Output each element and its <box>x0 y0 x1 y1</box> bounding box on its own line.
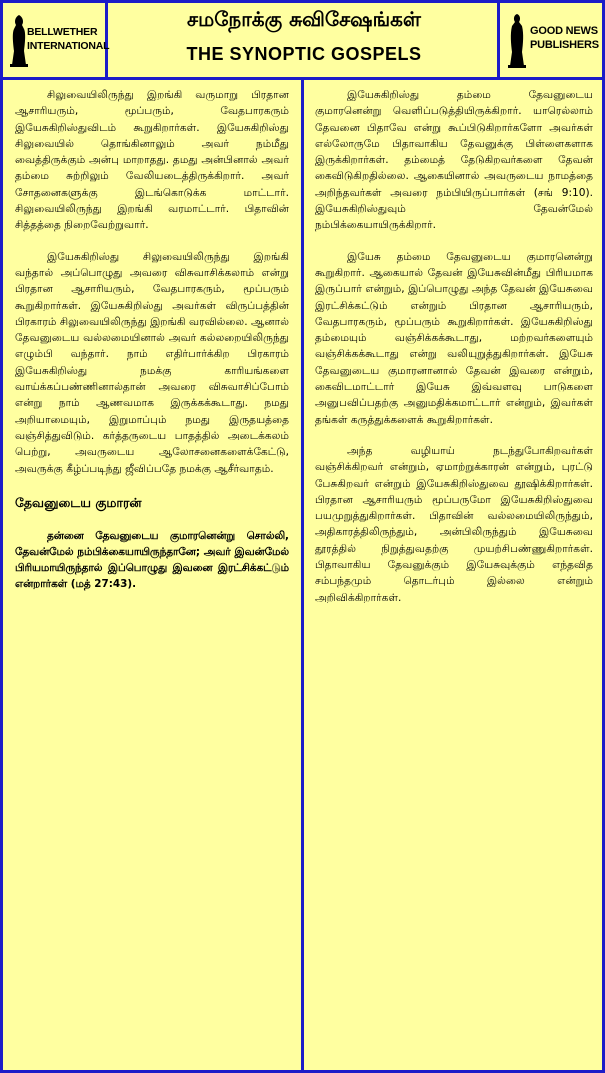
right-column <box>315 87 593 621</box>
right-paragraph-3: அந்த வழியாய் நடந்துபோகிறவர்கள் வஞ்சிக்கிறவர் என்றும், ஏமாற்றுக்காரன் என்றும், புரட்டு பேசுகிறவர் என்றும் இயேசுகிறிஸ்துவை தூஷிக்கிறார்கள். பிரதான ஆசாரியரும் மூப்பருமோ இயேசுகிறிஸ்துவை பயமுறுத்துகிறார்கள். பிதாவின் வல்லமையிலிருந்தும், அதிகாரத்திலிருந்தும், அன்பிலிருந்தும் இயேசுவை தூரத்தில் நிறுத்துவதற்கு முயற்சிபண்ணுகிறார்கள். பிதாவாகிய தேவனுக்கும் இயேசுவுக்கும் எந்தவித சம்பந்தமும் தொடர்பும் இல்லை என்றும் அறிவிக்கிறார்கள். <box>315 444 593 604</box>
left-paragraph-2: இயேசுகிறிஸ்து சிலுவையிலிருந்து இறங்கி வந்தால் அப்பொழுது அவரை விசுவாசிக்கலாம் என்று பிரதான ஆசாரியரும், வேதபாரகரும், மூப்பரும் கூறுகிறார்கள். இயேசுகிறிஸ்து அவர்கள் விருப்பத்தின் பிரகாரம் சிலுவையிலிருந்து இறங்கி வரவில்லை. ஆனால் தேவனுடைய வல்லமையினால் அவர் கல்லறையிலிருந்து எழும்பி வந்தார். நாம் எதிர்பார்க்கிற பிரகாரம் இயேசுகிறிஸ்து நமக்கு காரியங்களை வாய்க்கப்பண்ணினால்தான் அவரை விசுவாசிப்போம் என்று நாம் ஆணவமாக இருக்கக்கூடாது. நமது அறியாமையும், இறுமாப்பும் நமது இருதயத்தை வஞ்சித்துவிடும். கர்த்தருடைய பாதத்தில் அடைக்கலம் பெற்று, அவருடைய ஆலோசனைகளைக்கேட்டு, அவருக்கு கீழ்ப்படிந்து ஜீவிப்பதே நமக்கு ஆசீர்வாதம். <box>15 250 289 475</box>
right-paragraph-2: இயேசு தம்மை தேவனுடைய குமாரனென்று கூறுகிறார். ஆகையால் தேவன் இயேசுவின்மீது பிரியமாக இருப்பார் என்றும், இப்பொழுது அந்த தேவன் இயேசுவை இரட்சிக்கட்டும் என்றும் பிரதான ஆசாரியரும், வேதபாரகரும், மூப்பரும் கூறுகிறார்கள். இயேசுகிறிஸ்து தம்மையும் வஞ்சிக்கக்கூடாது, மற்றவர்களையும் வஞ்சிக்கக்கூடாது என்று வலியுறுத்துகிறார்கள். இயேசு தேவனுடைய குமாரனானால் தேவன் இவரை என்றும், கைவிடமாட்டார் இயேசு இவ்வளவு பாடுகளை அனுபவிப்பதற்கு அனுமதிக்கமாட்டார் என்றும், இவர்கள் தங்கள் கருத்துக்களைக் கூறுகிறார்கள். <box>315 250 593 426</box>
scripture-quote: தன்னை தேவனுடைய குமாரனென்று சொல்லி, தேவன்மேல் நம்பிக்கையாயிருந்தானே; அவர் இவன்மேல் பிரியமாயிருந்தால் இப்பொழுது இவனை இரட்சிக்கட்டும் என்றார்கள் (மத் 27:43). <box>15 529 289 590</box>
good-news-logo <box>497 3 602 77</box>
title-box <box>111 3 497 77</box>
good-news-figure-icon <box>506 12 528 70</box>
header <box>3 3 602 80</box>
left-paragraph-1: சிலுவையிலிருந்து இறங்கி வருமாறு பிரதான ஆசாரியரும், மூப்பரும், வேதபாரகரும் இயேசுகிறிஸ்துவிடம் கூறுகிறார்கள். இயேசுகிறிஸ்து சிலுவையில் தொங்கினாலும் அவர் நம்மீது வைத்திருக்கும் அன்பு மாறாதது. தமது அன்பினால் அவர் தம்மை சுற்றிலும் வேலியடைத்திருக்கிறார். அவர் சோதனைகளுக்கு இடங்கொடுக்க மாட்டார். சிலுவையிலிருந்து இறங்கி வரமாட்டார். பிதாவின் சித்தத்தை நிறைவேற்றுவார். <box>15 89 289 232</box>
left-column <box>15 87 289 592</box>
page-title-english: THE SYNOPTIC GOSPELS <box>186 44 422 64</box>
right-paragraph-1: இயேசுகிறிஸ்து தம்மை தேவனுடைய குமாரனென்று வெளிப்படுத்தியிருக்கிறார். யாரெல்லாம் தேவனை பிதாவே என்று கூப்பிடுகிறார்களோ அவர்கள் எல்லோருமே பிதாவாகிய தேவனுக்கு பிள்ளைகளாக இருக்கிறார்கள். தம்மைத் தேடுகிறவர்களை தேவன் கைவிடுகிறதில்லை. ஆகையினால் அவருடைய நாமத்தை அறிந்தவர்கள் அவரை நம்பியிருப்பார்கள் (சங் 9:10). இயேசுகிறிஸ்துவும் தேவன்மேல் நம்பிக்கையாயிருக்கிறார். <box>315 89 593 232</box>
bellwether-logo <box>3 3 108 77</box>
good-news-line1: GOOD NEWS <box>530 25 598 37</box>
good-news-line2: PUBLISHERS <box>530 39 599 51</box>
column-divider <box>301 80 304 1070</box>
bellwether-line1: BELLWETHER <box>27 26 98 38</box>
bellwether-line2: INTERNATIONAL <box>27 40 110 52</box>
section-heading: தேவனுடைய குமாரன் <box>15 494 142 510</box>
bellwether-sheep-icon <box>9 13 29 69</box>
page-title-tamil: சமநோக்கு சுவிசேஷங்கள் <box>187 7 421 31</box>
